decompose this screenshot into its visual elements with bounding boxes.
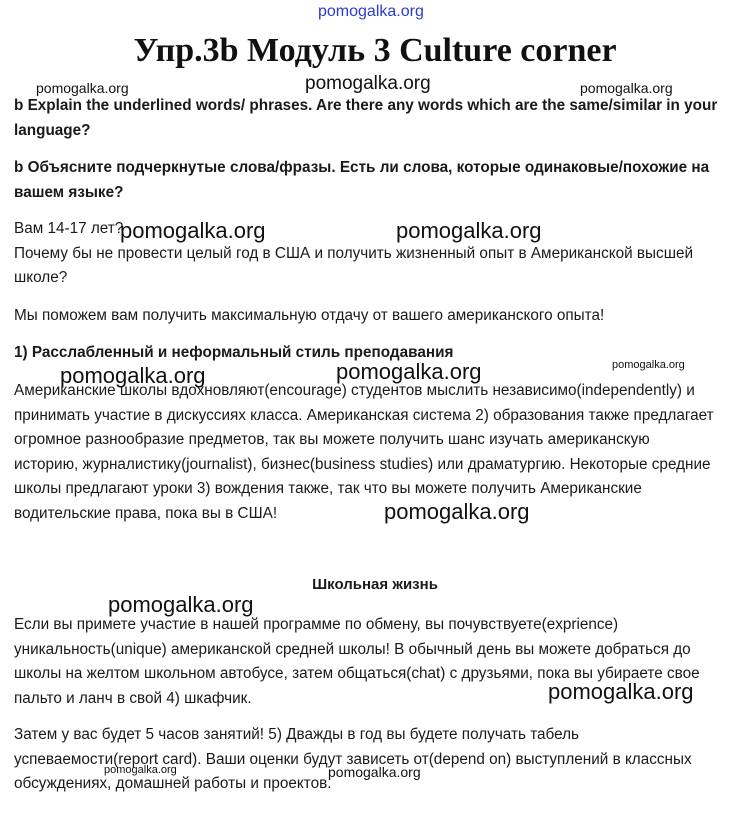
text-line: Почему бы не провести целый год в США и получить жизненный опыт в Американской высшей bbox=[14, 244, 694, 262]
text-line: 1) Расслабленный и неформальный стиль преподавания bbox=[14, 344, 454, 361]
instruction-russian bbox=[14, 156, 738, 205]
text-line: школы предлагают уроки 3) вождения также, так что вы можете получить Американские bbox=[14, 480, 642, 497]
watermark: pomogalka.org bbox=[104, 764, 177, 776]
text-line: language? bbox=[14, 121, 91, 139]
watermark: pomogalka.org bbox=[108, 592, 254, 617]
text-line: огромное разнообразие предметов, так вы можете получить шанс изучать американскую bbox=[14, 431, 650, 448]
watermark: pomogalka.org bbox=[336, 359, 482, 384]
text-line: школе? bbox=[14, 269, 68, 286]
section3-body bbox=[14, 723, 738, 797]
text-line: Если вы примете участие в нашей программе по обмену, вы почувствуете(exprience) bbox=[14, 616, 619, 633]
watermark-top: pomogalka.org bbox=[318, 3, 424, 20]
section2-heading: Школьная жизнь bbox=[312, 576, 438, 593]
text-line: историю, журналистику(journalist), бизнес(business studies) или драматургию. Некоторые средние bbox=[14, 455, 711, 473]
text-line: школы на желтом школьном автобусе, затем общаться(chat) с друзьями, пока вы убираете свое bbox=[14, 665, 700, 682]
watermark: pomogalka.org bbox=[305, 73, 431, 94]
watermark: pomogalka.org bbox=[328, 764, 421, 780]
text-line: обсуждениях, домашней работы и проектов. bbox=[14, 775, 332, 792]
help-line bbox=[14, 304, 738, 329]
text-line: Мы поможем вам получить максимальную отдачу от вашего американского опыта! bbox=[14, 307, 605, 324]
instruction-english bbox=[14, 94, 738, 143]
watermark: pomogalka.org bbox=[384, 499, 530, 524]
page-title: Упр.3b Модуль 3 Culture corner bbox=[133, 32, 617, 69]
text-line: водительские права, пока вы в США! bbox=[14, 504, 278, 522]
watermark: pomogalka.org bbox=[612, 359, 685, 371]
text-line: пальто и ланч в свой 4) шкафчик. bbox=[14, 689, 252, 707]
text-line: b Объясните подчеркнутые слова/фразы. Есть ли слова, которые одинаковые/похожие на bbox=[14, 159, 710, 176]
text-line: Вам 14-17 лет? bbox=[14, 220, 124, 237]
watermark: pomogalka.org bbox=[36, 80, 129, 96]
text-line: Американские школы вдохновляют(encourage) студентов мыслить независимо(independently) и bbox=[14, 382, 695, 399]
watermark: pomogalka.org bbox=[548, 679, 694, 704]
watermark: pomogalka.org bbox=[120, 218, 266, 243]
text-line: принимать участие в дискуссиях класса. Американская система 2) образования также предлагает bbox=[14, 406, 714, 424]
text-line: вашем языке? bbox=[14, 183, 124, 201]
text-line: Затем у вас будет 5 часов занятий! 5) Дважды в год вы будете получать табель bbox=[14, 726, 580, 743]
text-line: b Explain the underlined words/ phrases. Are there any words which are the same/similar in your bbox=[14, 97, 718, 114]
watermark: pomogalka.org bbox=[580, 80, 673, 96]
text-line: уникальность(unique) американской средней школы! В обычный день вы можете добраться до bbox=[14, 640, 691, 658]
text-line: успеваемости(report card). Ваши оценки будут зависеть от(depend on) выступлений в классных bbox=[14, 750, 692, 768]
section1-body bbox=[14, 379, 738, 526]
watermark: pomogalka.org bbox=[60, 363, 206, 388]
watermark: pomogalka.org bbox=[396, 218, 542, 243]
